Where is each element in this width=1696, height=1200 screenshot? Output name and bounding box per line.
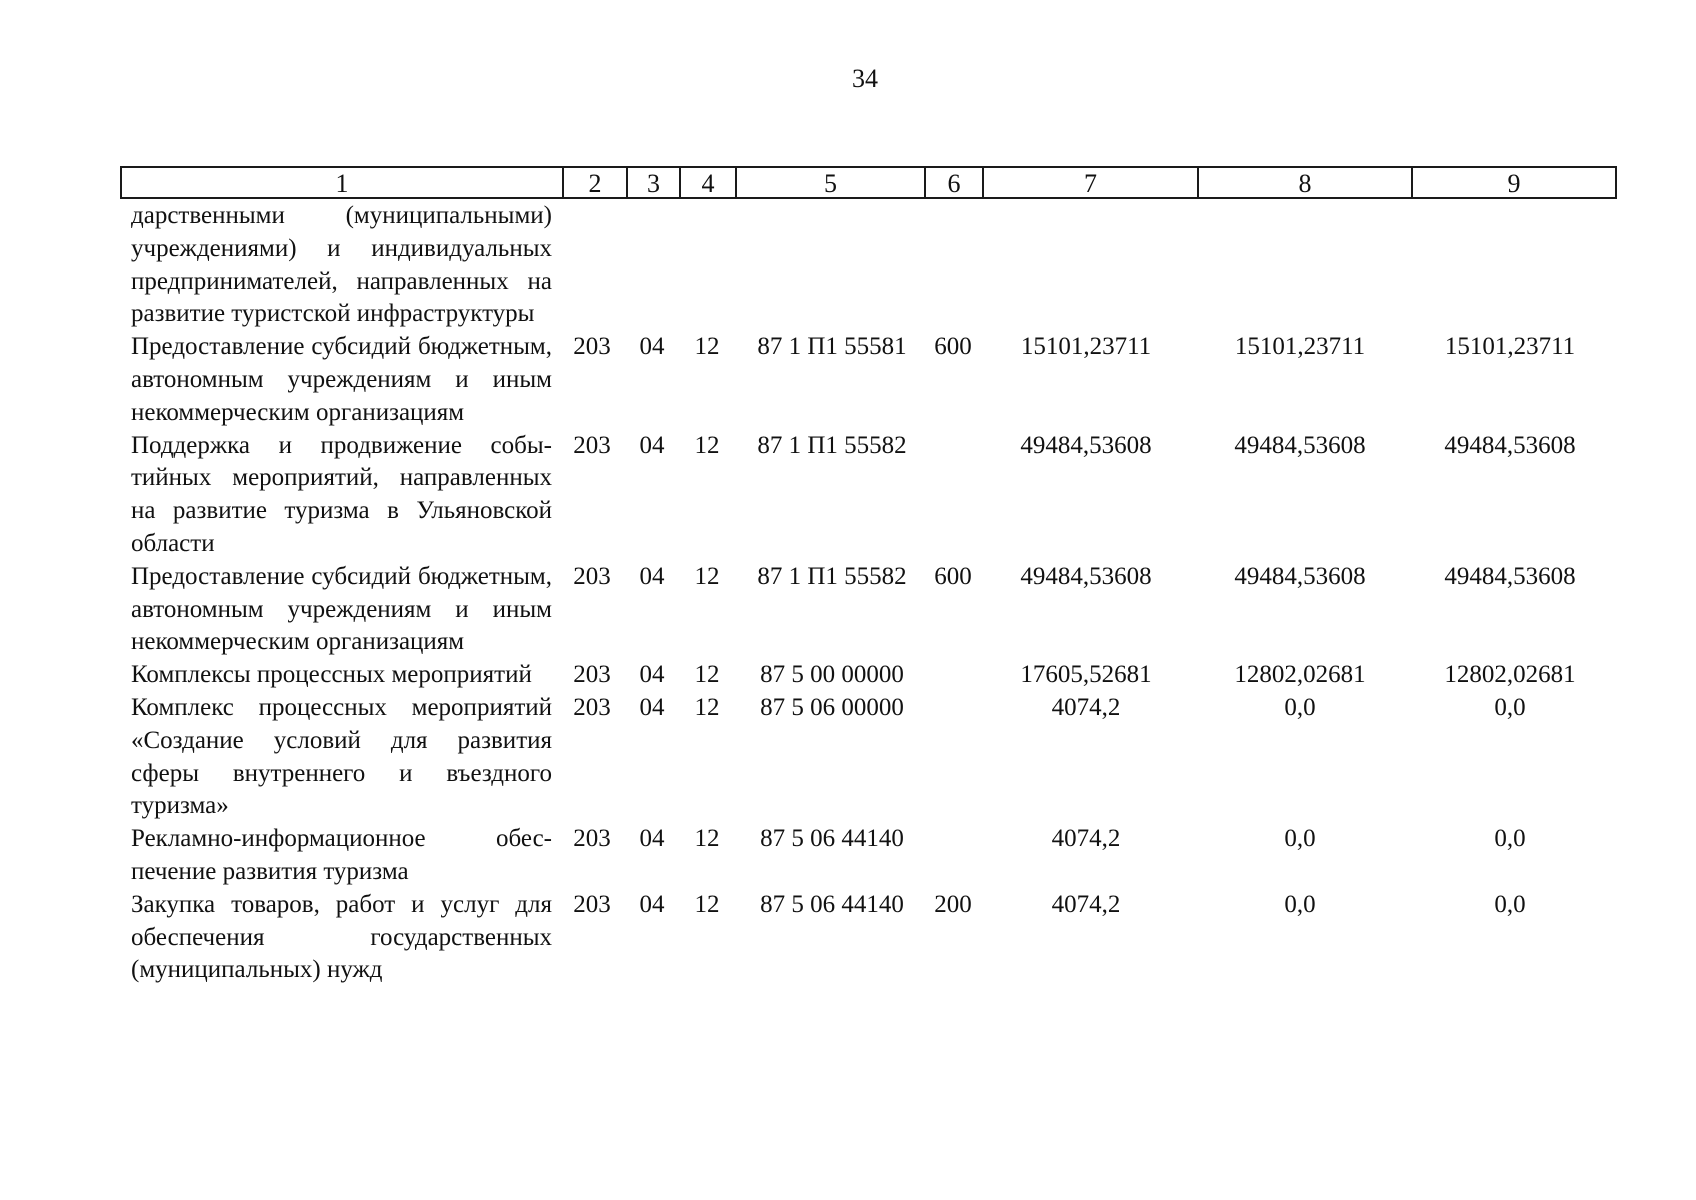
cell-c2: 203 — [573, 890, 611, 918]
cell-c3: 04 — [639, 661, 665, 689]
cell-c4: 12 — [694, 661, 720, 689]
table-row — [0, 823, 1696, 889]
cell-c4: 12 — [694, 693, 720, 721]
cell-c3: 04 — [639, 825, 665, 853]
table-row — [0, 889, 1696, 987]
cell-c2: 203 — [573, 661, 611, 689]
header-col-6: 6 — [926, 168, 984, 197]
header-col-4: 4 — [681, 168, 737, 197]
cell-c3: 04 — [639, 562, 665, 590]
cell-c3: 04 — [639, 693, 665, 721]
cell-v7: 49484,53608 — [1020, 431, 1152, 459]
cell-code: 87 5 06 00000 — [760, 693, 904, 721]
header-col-9: 9 — [1507, 169, 1521, 198]
table-row — [0, 430, 1696, 561]
cell-v8: 15101,23711 — [1234, 333, 1366, 361]
row-name: дарственными (муниципальными) учреждениями) и индивидуальных предпринимателей, направленных на развитие туристской инфраструктуры — [131, 202, 552, 328]
cell-c4: 12 — [694, 431, 720, 459]
cell-c2: 203 — [573, 431, 611, 459]
table-row — [0, 692, 1696, 823]
cell-vr: 600 — [934, 333, 972, 361]
cell-v8: 12802,02681 — [1234, 661, 1366, 689]
cell-c4: 12 — [694, 890, 720, 918]
cell-vr: 600 — [934, 562, 972, 590]
cell-code: 87 5 06 44140 — [760, 825, 904, 853]
cell-code: 87 5 06 44140 — [760, 890, 904, 918]
cell-v9: 0,0 — [1494, 890, 1526, 918]
cell-c2: 203 — [573, 333, 611, 361]
table-body — [0, 200, 1696, 987]
header-col-1: 1 — [122, 168, 564, 197]
page-number: 34 — [852, 64, 878, 93]
table-row — [0, 331, 1696, 429]
cell-c3: 04 — [639, 431, 665, 459]
cell-v7: 4074,2 — [1051, 693, 1121, 721]
table-row — [0, 561, 1696, 659]
cell-v8: 0,0 — [1284, 825, 1316, 853]
table-row — [0, 659, 1696, 692]
table-header — [120, 166, 1617, 199]
row-name: Поддержка и продвижение событийных мероприятий, направленных на развитие туризма в Ульяновской области — [131, 431, 552, 557]
cell-code: 87 5 00 00000 — [760, 661, 904, 689]
cell-v8: 0,0 — [1284, 693, 1316, 721]
cell-code: 87 1 П1 55581 — [757, 333, 907, 361]
cell-vr: 200 — [934, 890, 972, 918]
cell-c4: 12 — [694, 825, 720, 853]
header-col-2: 2 — [564, 168, 628, 197]
cell-v7: 4074,2 — [1051, 890, 1121, 918]
cell-v7: 15101,23711 — [1020, 333, 1152, 361]
row-name: Предоставление субсидий бюджетным, автономным учреждениям и иным некоммерческим организациям — [131, 333, 552, 426]
cell-v7: 49484,53608 — [1020, 562, 1152, 590]
cell-c4: 12 — [694, 562, 720, 590]
row-name: Комплексы процессных мероприятий — [131, 661, 532, 689]
cell-v9: 0,0 — [1494, 825, 1526, 853]
cell-v8: 49484,53608 — [1234, 562, 1366, 590]
cell-c2: 203 — [573, 693, 611, 721]
row-name: Комплекс процессных мероприятий «Создание условий для развития сферы внутреннего и въездного туризма» — [131, 693, 552, 820]
cell-v9: 15101,23711 — [1444, 333, 1576, 361]
cell-c4: 12 — [694, 333, 720, 361]
cell-v8: 49484,53608 — [1234, 431, 1366, 459]
cell-c2: 203 — [573, 562, 611, 590]
row-name: Закупка товаров, работ и услуг для обеспечения государственных (муниципальных) нужд — [131, 890, 552, 984]
header-col-8: 8 — [1199, 168, 1413, 197]
cell-c3: 04 — [639, 890, 665, 918]
cell-code: 87 1 П1 55582 — [757, 562, 907, 590]
cell-v7: 17605,52681 — [1020, 661, 1152, 689]
header-col-5: 5 — [737, 168, 926, 197]
cell-v7: 4074,2 — [1051, 825, 1121, 853]
cell-v9: 49484,53608 — [1444, 562, 1576, 590]
cell-c3: 04 — [639, 333, 665, 361]
cell-v9: 12802,02681 — [1444, 661, 1576, 689]
cell-code: 87 1 П1 55582 — [757, 431, 907, 459]
row-name: Рекламно-информационное обеспечение развития туризма — [131, 825, 552, 885]
header-col-7: 7 — [984, 168, 1199, 197]
row-name: Предоставление субсидий бюджетным, автономным учреждениям и иным некоммерческим организациям — [131, 562, 552, 656]
cell-v9: 49484,53608 — [1444, 431, 1576, 459]
header-col-3: 3 — [628, 168, 681, 197]
cell-c2: 203 — [573, 825, 611, 853]
table-row — [0, 200, 1696, 331]
cell-v8: 0,0 — [1284, 890, 1316, 918]
cell-v9: 0,0 — [1494, 693, 1526, 721]
